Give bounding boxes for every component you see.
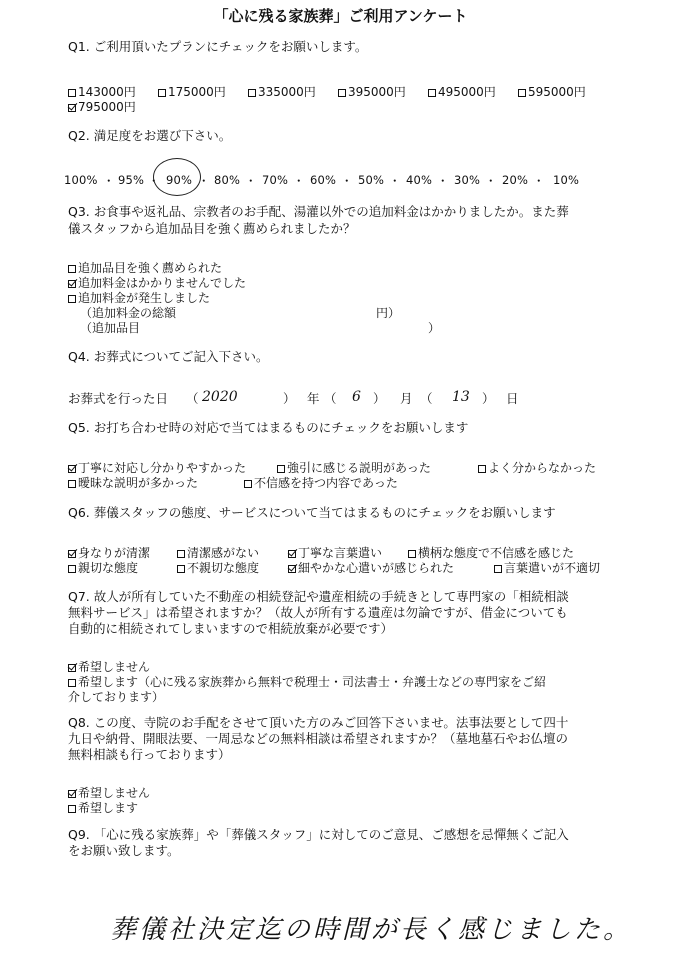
q3-question-line1: Q3. お食事や返礼品、宗教者のお手配、湯灌以外での追加料金はかかりましたか。また葬: [68, 204, 569, 219]
day-unit: 日: [506, 391, 519, 406]
satisfaction-80[interactable]: 80%: [214, 173, 241, 187]
satisfaction-50[interactable]: 50%: [358, 173, 385, 187]
separator: ・: [533, 174, 545, 188]
satisfaction-10[interactable]: 10%: [553, 173, 580, 187]
q6-option-polite-words[interactable]: 丁寧な言葉遣い: [288, 546, 382, 561]
separator: ・: [341, 174, 353, 188]
q5-question: Q5. お打ち合わせ時の対応で当てはまるものにチェックをお願いします: [68, 420, 469, 435]
checkbox[interactable]: [478, 465, 486, 473]
q4-question: Q4. お葬式についてご記入下さい。: [68, 349, 269, 364]
q8-question-line2: 九日や納骨、開眼法要、一周忌などの無料相談は希望されますか？（墓地墓石やお仏壇の: [68, 731, 569, 746]
checkbox[interactable]: [68, 89, 76, 97]
q7-option-yes[interactable]: 希望します（心に残る家族葬から無料で税理士・司法書士・弁護士などの専門家をご紹: [68, 675, 546, 690]
paren-open: （: [420, 391, 433, 406]
satisfaction-30[interactable]: 30%: [454, 173, 481, 187]
paren-close: ）: [373, 391, 386, 406]
q3-item-close: ）: [428, 321, 441, 335]
separator: ・: [198, 174, 210, 188]
q4-date-label: お葬式を行った日: [68, 391, 169, 406]
checkbox[interactable]: [277, 465, 285, 473]
q2-question: Q2. 満足度をお選び下さい。: [68, 128, 232, 143]
checkbox-checked[interactable]: [288, 565, 296, 573]
checkbox[interactable]: [68, 565, 76, 573]
q3-option-no-extra[interactable]: 追加料金はかかりませんでした: [68, 276, 246, 291]
checkbox-checked[interactable]: [68, 104, 76, 112]
checkbox[interactable]: [177, 550, 185, 558]
q6-option-neat[interactable]: 身なりが清潔: [68, 546, 150, 561]
q1-option-495000[interactable]: 495000円: [428, 85, 496, 100]
q6-option-improper-words[interactable]: 言葉遣いが不適切: [494, 561, 600, 576]
paren-open: （: [186, 391, 199, 406]
q6-option-arrogant[interactable]: 横柄な態度で不信感を感じた: [408, 546, 574, 561]
q6-option-attentive[interactable]: 細やかな心遣いが感じられた: [288, 561, 454, 576]
q7-question-line2: 無料サービス」は希望されますか？（故人が所有する遺産は勿論ですが、借金についても: [68, 605, 568, 620]
survey-title: 「心に残る家族葬」ご利用アンケート: [213, 7, 468, 25]
checkbox-checked[interactable]: [68, 280, 76, 288]
q3-option-recommended[interactable]: 追加品目を強く薦められた: [68, 261, 222, 276]
q8-option-no[interactable]: 希望しません: [68, 786, 150, 801]
satisfaction-95[interactable]: 95%: [118, 173, 145, 187]
separator: ・: [103, 174, 115, 188]
checkbox[interactable]: [177, 565, 185, 573]
checkbox[interactable]: [68, 679, 76, 687]
q9-question-line2: をお願い致します。: [68, 843, 180, 858]
paren-close: ）: [283, 391, 296, 406]
q5-option-pushy[interactable]: 強引に感じる説明があった: [277, 461, 431, 476]
checkbox[interactable]: [158, 89, 166, 97]
year-unit: 年: [307, 391, 320, 406]
checkbox-checked[interactable]: [68, 664, 76, 672]
q1-option-595000[interactable]: 595000円: [518, 85, 586, 100]
q9-handwritten-answer[interactable]: 葬儀社決定迄の時間が長く感じました。: [110, 915, 633, 945]
paren-open: （: [324, 391, 337, 406]
q5-option-vague[interactable]: 曖昧な説明が多かった: [68, 476, 198, 491]
checkbox[interactable]: [68, 805, 76, 813]
q6-option-kind[interactable]: 親切な態度: [68, 561, 138, 576]
q7-question-line1: Q7. 故人が所有していた不動産の相続登記や遺産相続の手続きとして専門家の「相続相談: [68, 589, 569, 604]
q1-option-795000[interactable]: 795000円: [68, 100, 136, 115]
satisfaction-60[interactable]: 60%: [310, 173, 337, 187]
q7-option-yes-cont: 介しております）: [68, 690, 165, 704]
checkbox[interactable]: [248, 89, 256, 97]
month-unit: 月: [400, 391, 413, 406]
q3-total-label: （追加料金の総額: [80, 306, 177, 320]
checkbox[interactable]: [428, 89, 436, 97]
day-value[interactable]: 13: [452, 389, 470, 405]
q1-option-335000[interactable]: 335000円: [248, 85, 316, 100]
checkbox[interactable]: [68, 265, 76, 273]
q8-option-yes[interactable]: 希望します: [68, 801, 138, 816]
q9-question-line1: Q9. 「心に残る家族葬」や「葬儀スタッフ」に対してのご意見、ご感想を忌憚無くご記入: [68, 827, 569, 842]
q5-option-unclear[interactable]: よく分からなかった: [478, 461, 596, 476]
q7-question-line3: 自動的に相続されてしまいますので相続放棄が必要です）: [68, 621, 394, 636]
separator: ・: [293, 174, 305, 188]
q6-option-unkind[interactable]: 不親切な態度: [177, 561, 259, 576]
q8-question-line1: Q8. この度、寺院のお手配をさせて頂いた方のみご回答下さいませ。法事法要として四十: [68, 715, 569, 730]
checkbox[interactable]: [408, 550, 416, 558]
q5-option-clear[interactable]: 丁寧に対応し分かりやすかった: [68, 461, 246, 476]
checkbox-checked[interactable]: [288, 550, 296, 558]
paren-close: ）: [482, 391, 495, 406]
separator: ・: [485, 174, 497, 188]
checkbox-checked[interactable]: [68, 550, 76, 558]
satisfaction-70[interactable]: 70%: [262, 173, 289, 187]
q6-question: Q6. 葬儀スタッフの態度、サービスについて当てはまるものにチェックをお願いします: [68, 505, 556, 520]
year-value[interactable]: 2020: [202, 389, 238, 405]
checkbox[interactable]: [244, 480, 252, 488]
q7-option-no[interactable]: 希望しません: [68, 660, 150, 675]
q3-item-label: （追加品目: [80, 321, 141, 335]
checkbox[interactable]: [338, 89, 346, 97]
satisfaction-100[interactable]: 100%: [64, 173, 98, 187]
checkbox[interactable]: [518, 89, 526, 97]
month-value[interactable]: 6: [352, 389, 361, 405]
q1-option-175000[interactable]: 175000円: [158, 85, 226, 100]
satisfaction-40[interactable]: 40%: [406, 173, 433, 187]
q3-question-line2: 儀スタッフから追加品目を強く薦められましたか？: [68, 221, 356, 236]
separator: ・: [245, 174, 257, 188]
checkbox[interactable]: [68, 295, 76, 303]
q1-option-143000[interactable]: 143000円: [68, 85, 136, 100]
satisfaction-20[interactable]: 20%: [502, 173, 529, 187]
satisfaction-90-selected[interactable]: 90%: [166, 173, 193, 187]
q6-option-not-neat[interactable]: 清潔感がない: [177, 546, 259, 561]
q3-option-extra-charged[interactable]: 追加料金が発生しました: [68, 291, 210, 306]
separator: ・: [148, 174, 160, 188]
checkbox-checked[interactable]: [68, 465, 76, 473]
checkbox[interactable]: [68, 480, 76, 488]
q3-total-unit: 円）: [376, 306, 401, 320]
checkbox-checked[interactable]: [68, 790, 76, 798]
separator: ・: [437, 174, 449, 188]
checkbox[interactable]: [494, 565, 502, 573]
q1-option-395000[interactable]: 395000円: [338, 85, 406, 100]
q1-question: Q1. ご利用頂いたプランにチェックをお願いします。: [68, 39, 368, 54]
q8-question-line3: 無料相談も行っております）: [68, 747, 231, 762]
separator: ・: [389, 174, 401, 188]
q5-option-distrust[interactable]: 不信感を持つ内容であった: [244, 476, 398, 491]
